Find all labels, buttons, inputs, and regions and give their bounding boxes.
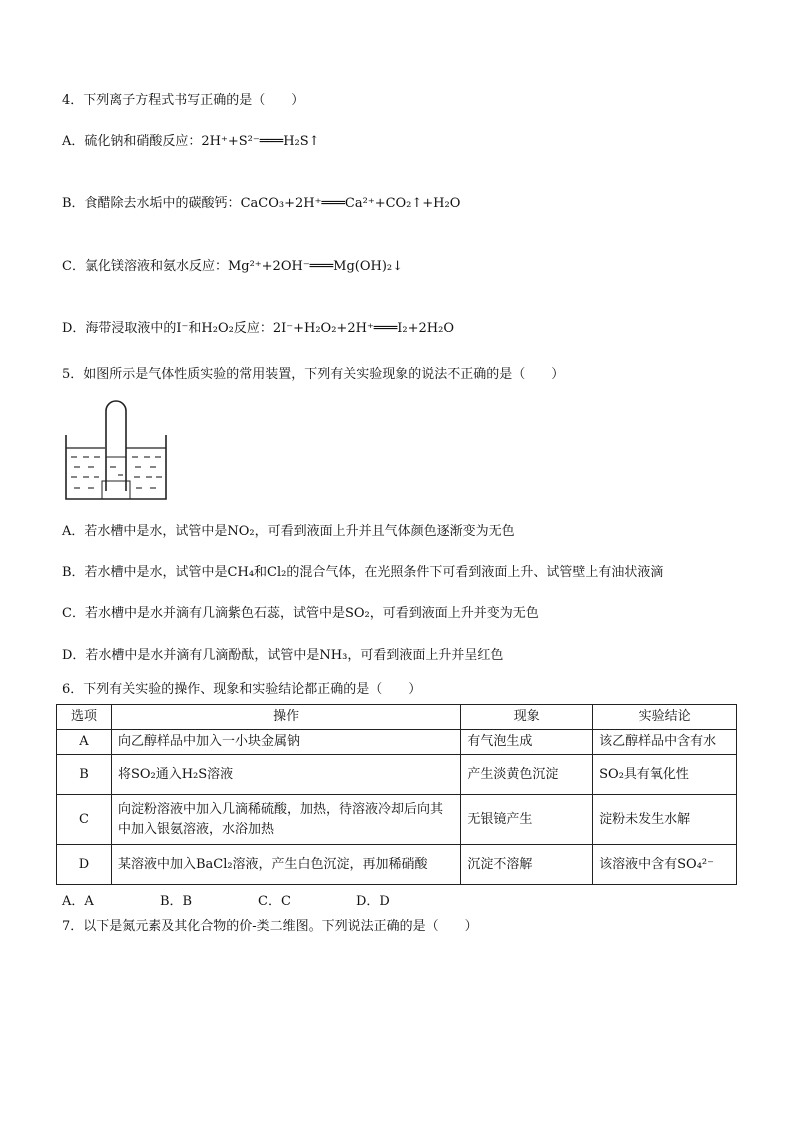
q6-stem: 6．下列有关实验的操作、现象和实验结论都正确的是（ ） xyxy=(62,682,422,697)
q5-option-c: C．若水槽中是水并滴有几滴紫色石蕊，试管中是SO₂，可看到液面上升并变为无色 xyxy=(62,606,539,621)
q4-option-c-equation: Mg²⁺+2OH⁻═══Mg(OH)₂↓ xyxy=(227,259,404,274)
q4-option-c-label: C．氯化镁溶液和氨水反应： xyxy=(62,259,228,274)
q5-option-b: B．若水槽中是水，试管中是CH₄和Cl₂的混合气体，在光照条件下可看到液面上升、试管壁上有油状液滴 xyxy=(62,565,664,580)
q5-option-d: D．若水槽中是水并滴有几滴酚酞，试管中是NH₃，可看到液面上升并呈红色 xyxy=(62,648,504,663)
table-row xyxy=(57,845,737,885)
row-phenomenon: 有气泡生成 xyxy=(461,730,593,755)
q6-table xyxy=(56,704,737,885)
row-conclusion: 该乙醇样品中含有水 xyxy=(593,730,737,755)
q4-option-d-label: D．海带浸取液中的I⁻和H₂O₂反应： xyxy=(62,321,273,336)
q4-stem: 4．下列离子方程式书写正确的是（ ） xyxy=(62,93,305,108)
q5-stem: 5．如图所示是气体性质实验的常用装置，下列有关实验现象的说法不正确的是（ ） xyxy=(62,367,565,382)
q6-answer-a: A．A xyxy=(62,894,94,909)
row-phenomenon: 无银镜产生 xyxy=(461,795,593,845)
row-operation: 向乙醇样品中加入一小块金属钠 xyxy=(111,730,460,755)
row-option: A xyxy=(57,730,112,755)
row-operation: 向淀粉溶液中加入几滴稀硫酸，加热，待溶液冷却后向其中加入银氨溶液，水浴加热 xyxy=(111,795,460,845)
q4-option-c xyxy=(62,258,403,276)
row-option: C xyxy=(57,795,112,845)
table-row xyxy=(57,795,737,845)
q4-option-a-equation: 2H⁺+S²⁻═══H₂S↑ xyxy=(201,134,320,149)
header-option: 选项 xyxy=(57,705,112,730)
table-row xyxy=(57,755,737,795)
row-operation: 某溶液中加入BaCl₂溶液，产生白色沉淀，再加稀硝酸 xyxy=(111,845,460,885)
q4-option-a xyxy=(62,133,320,151)
q4-option-b-equation: CaCO₃+2H⁺═══Ca²⁺+CO₂↑+H₂O xyxy=(240,196,461,211)
q6-answer-c: C．C xyxy=(258,894,291,909)
header-operation: 操作 xyxy=(111,705,460,730)
q6-answer-d: D．D xyxy=(356,894,390,909)
row-option: D xyxy=(57,845,112,885)
q4-option-a-label: A．硫化钠和硝酸反应： xyxy=(62,134,202,149)
header-phenomenon: 现象 xyxy=(461,705,593,730)
table-header-row xyxy=(57,705,737,730)
row-phenomenon: 产生淡黄色沉淀 xyxy=(461,755,593,795)
q4-option-d xyxy=(62,320,454,338)
q6-answer-options xyxy=(62,893,390,911)
row-operation: 将SO₂通入H₂S溶液 xyxy=(111,755,460,795)
q7-stem: 7．以下是氮元素及其化合物的价-类二维图。下列说法正确的是（ ） xyxy=(62,919,478,934)
row-option: B xyxy=(57,755,112,795)
q4-option-b-label: B．食醋除去水垢中的碳酸钙： xyxy=(62,196,241,211)
q4-option-b xyxy=(62,195,460,213)
q6-answer-b: B．B xyxy=(160,894,193,909)
row-conclusion: 淀粉未发生水解 xyxy=(593,795,737,845)
q4-option-d-equation: 2I⁻+H₂O₂+2H⁺═══I₂+2H₂O xyxy=(272,321,454,336)
row-conclusion: 该溶液中含有SO₄²⁻ xyxy=(593,845,737,885)
test-tube-water-trough-diagram xyxy=(62,395,172,505)
row-conclusion: SO₂具有氧化性 xyxy=(593,755,737,795)
table-row xyxy=(57,730,737,755)
q5-option-a: A．若水槽中是水，试管中是NO₂，可看到液面上升并且气体颜色逐渐变为无色 xyxy=(62,524,515,539)
header-conclusion: 实验结论 xyxy=(593,705,737,730)
row-phenomenon: 沉淀不溶解 xyxy=(461,845,593,885)
